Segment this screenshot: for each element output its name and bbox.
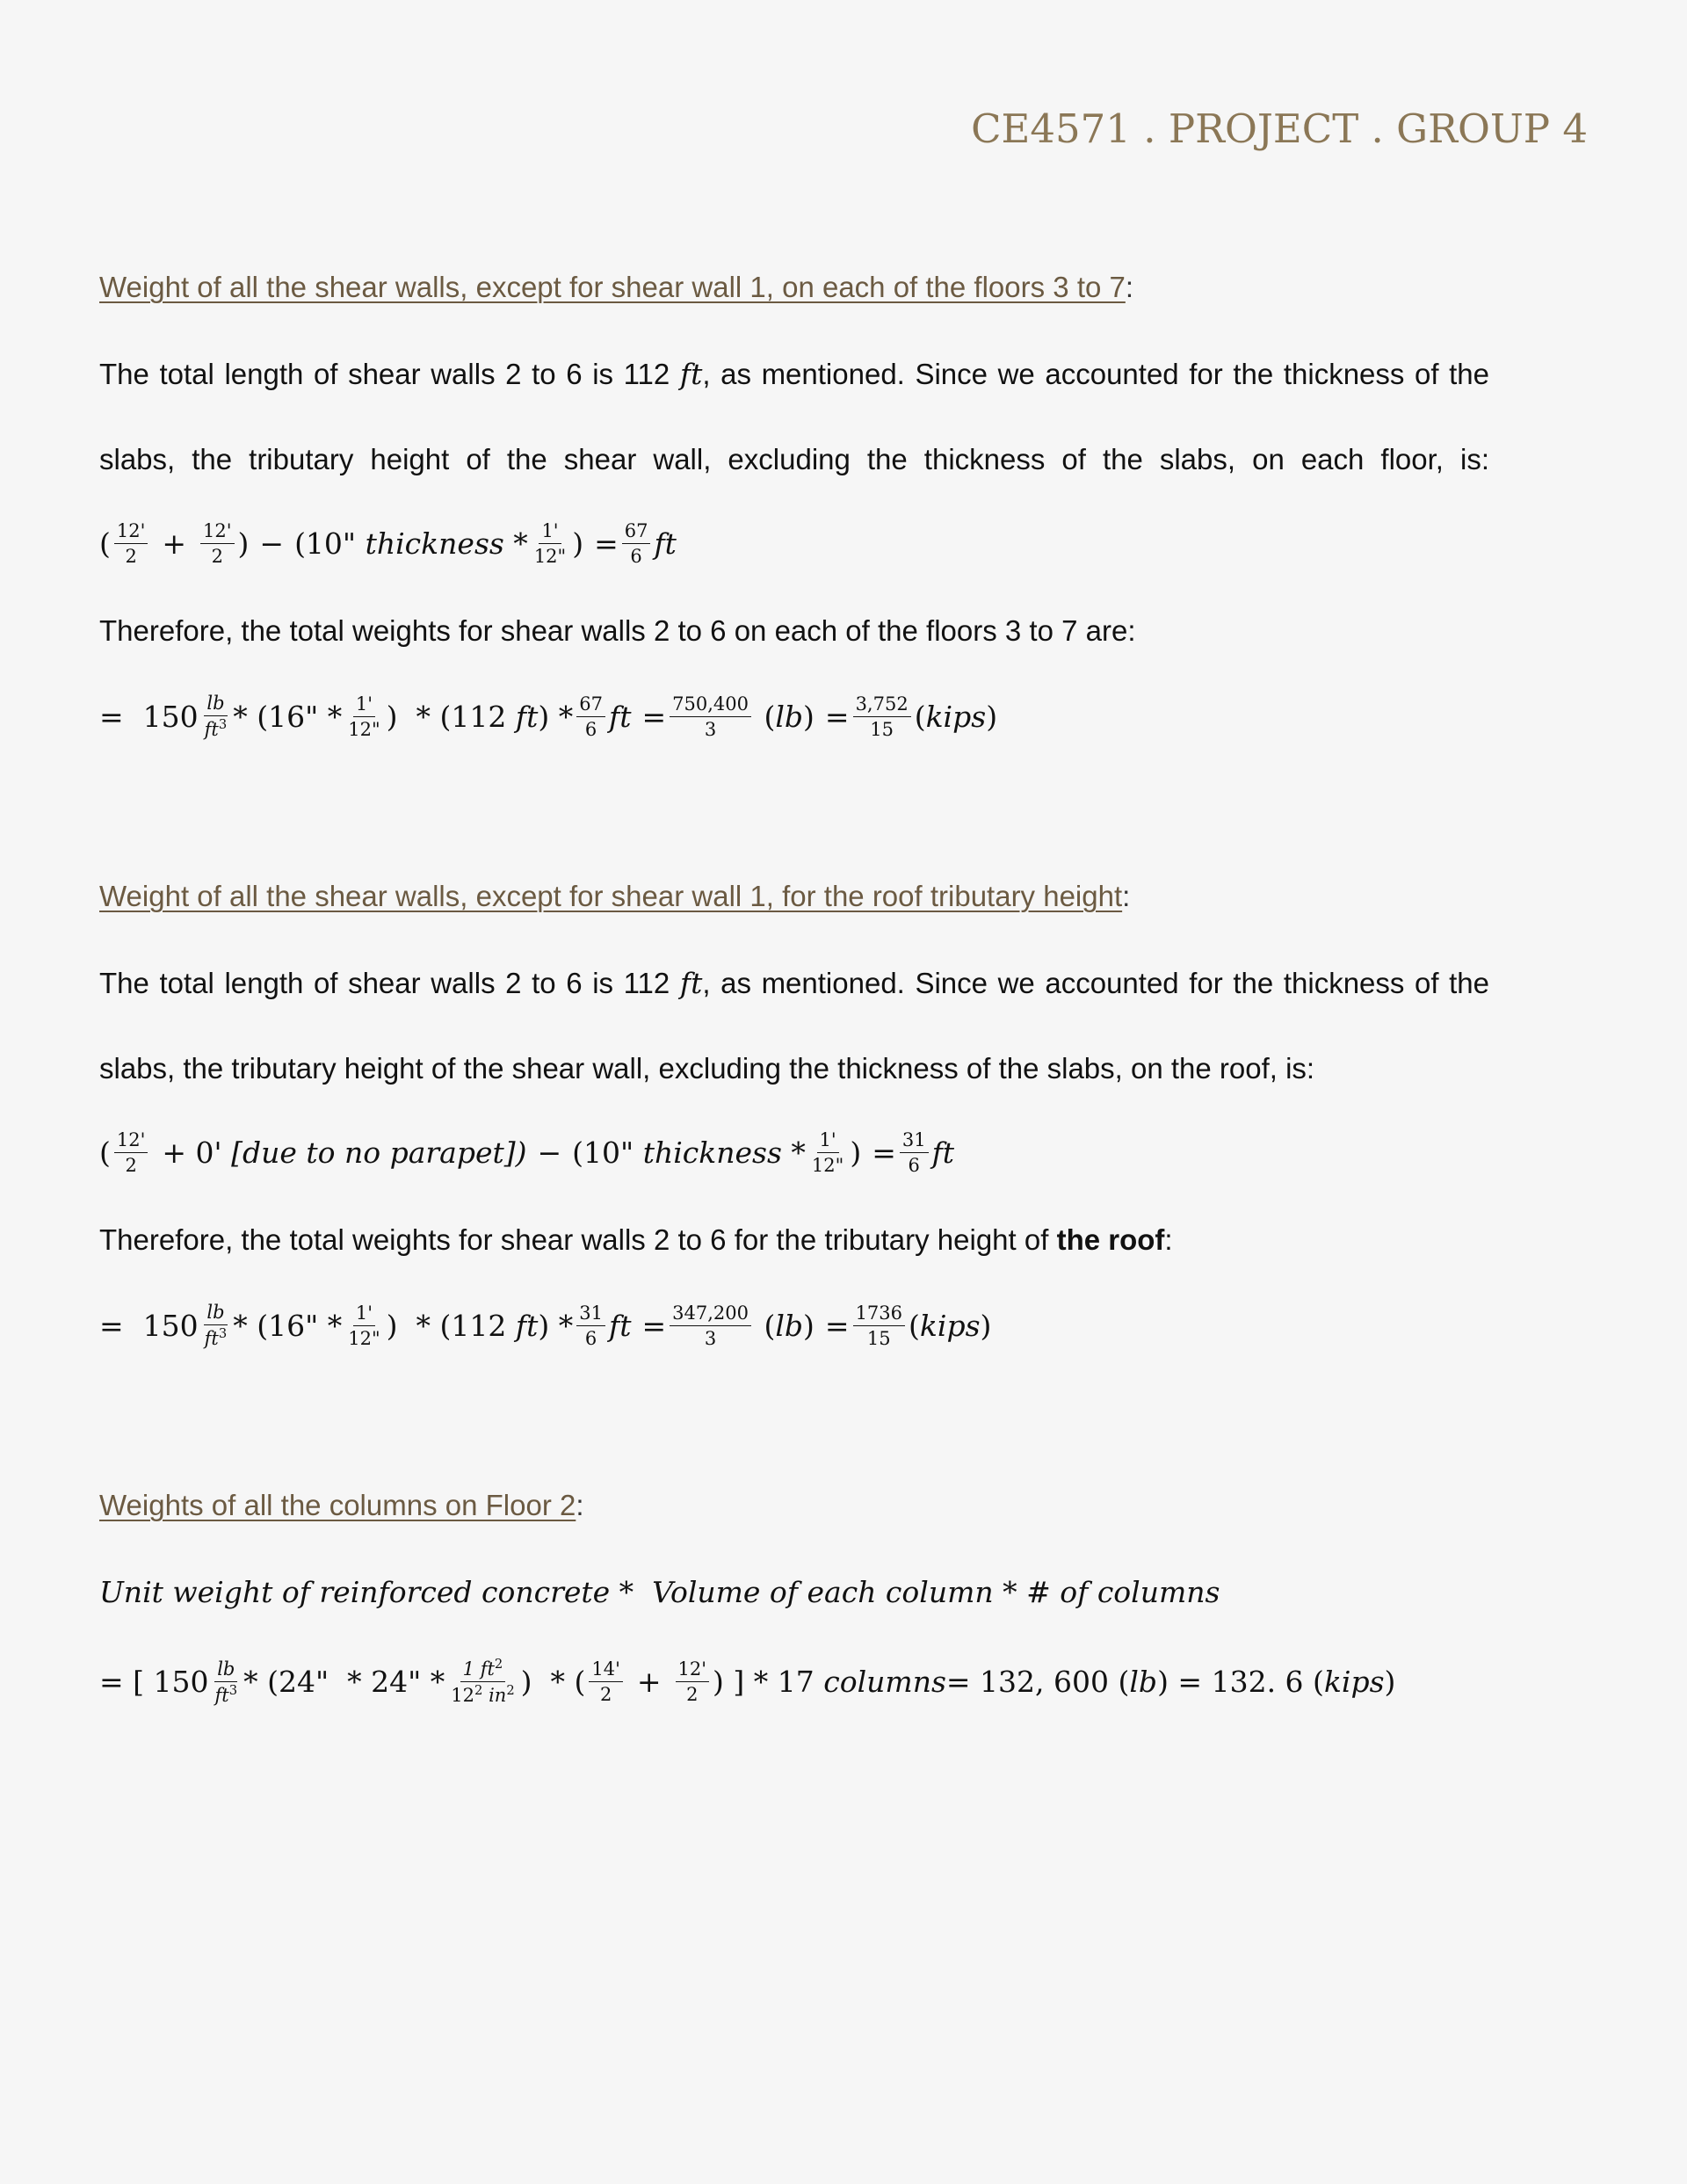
fraction: $\frac{31}{6}$: [576, 1302, 605, 1349]
fraction: $\frac{12'}{2}$: [200, 520, 235, 567]
paragraph-line: Therefore, the total weights for shear walls 2 to 6 on each of the floors 3 to 7 are:: [99, 614, 1136, 647]
fraction: $\frac{1'}{12"}$: [348, 1302, 380, 1349]
section-heading-floors: Weight of all the shear walls, except for shear wall 1, on each of the floors 3 to 7:: [99, 271, 1134, 303]
fraction: $\frac{750,400}{3}$: [670, 693, 751, 740]
paragraph-line: slabs, the tributary height of the shear wall, excluding the thickness of the slabs, on each floor, is:: [99, 443, 1489, 475]
fraction: $\frac{lb}{ft^3}$: [204, 1302, 228, 1350]
text: (16": [257, 699, 319, 734]
unit: ft: [654, 526, 677, 562]
equation-weight-roof: = 150 $\frac{lb}{ft^3}$ * (16" * $\frac{1'}{12"}$ ) * (112 ft ) * $\frac{31}{6}$ ft = $\frac{347,200}{3}$ ( lb ) = $\frac{1736}{15}$ ( kips ): [99, 1302, 992, 1350]
unit-ft: ft: [679, 966, 703, 1000]
equation-weight-floors: = 150 $\frac{lb}{ft^3}$ * (16" * $\frac{1'}{12"}$ ) * (112 ft ) * $\frac{67}{6}$ ft = $\frac{750,400}{3}$ ( lb ) = $\frac{3,752}{15}$ ( kips ): [99, 693, 998, 741]
fraction: $\frac{lb}{ft^3}$: [204, 693, 228, 741]
text: (10": [294, 526, 357, 562]
fraction: $\frac{1'}{12"}$: [811, 1129, 844, 1177]
fraction: $\frac{31}{6}$: [900, 1129, 929, 1176]
text: 150: [142, 699, 199, 734]
document-header: CE4571 . PROJECT . GROUP 4: [971, 105, 1588, 152]
section-heading-roof: Weight of all the shear walls, except for shear wall 1, for the roof tributary height:: [99, 880, 1131, 912]
fraction: $\frac{1'}{12"}$: [348, 693, 380, 740]
fraction: $\frac{lb}{ft^3}$: [214, 1658, 238, 1706]
text: thickness: [365, 526, 504, 562]
fraction: $\frac{1'}{12"}$: [533, 520, 567, 568]
section-heading-columns: Weights of all the columns on Floor 2:: [99, 1489, 584, 1521]
fraction: $\frac{1 ft^2}{12^2 in^2}$: [451, 1657, 515, 1707]
formula-description: Unit weight of reinforced concrete * Volume of each column * # of columns: [99, 1575, 1220, 1609]
paragraph-line: slabs, the tributary height of the shear wall, excluding the thickness of the slabs, on the roof, is:: [99, 1052, 1315, 1085]
fraction: $\frac{12'}{2}$: [114, 1129, 148, 1176]
equation-tributary-height: ( $\frac{12'}{2}$ + $\frac{12'}{2}$ ) − (10" thickness * $\frac{1'}{12"}$ ) = $\frac{67}{6}$ ft: [99, 520, 677, 568]
equation-roof-height: ( $\frac{12'}{2}$ + 0' [due to no parapet]) − (10" thickness * $\frac{1'}{12"}$ ) = $\frac{31}{6}$ ft: [99, 1129, 955, 1177]
paragraph-line: [99, 357, 1489, 392]
paragraph-line: Therefore, the total weights for shear walls 2 to 6 for the tributary height of the roof:: [99, 1223, 1173, 1256]
section-heading-text: Weight of all the shear walls, except for shear wall 1, on each of the floors 3 to 7: [99, 271, 1126, 303]
text: The total length of shear walls 2 to 6 is 112: [99, 967, 680, 999]
fraction: $\frac{1736}{15}$: [853, 1302, 905, 1349]
fraction: $\frac{14'}{2}$: [589, 1658, 623, 1705]
text: , as mentioned. Since we accounted for the thickness of the: [702, 967, 1490, 999]
section-heading-text: Weight of all the shear walls, except for shear wall 1, for the roof tributary height: [99, 880, 1123, 912]
fraction: $\frac{12'}{2}$: [114, 520, 148, 567]
text: , as mentioned. Since we accounted for the thickness of the: [702, 358, 1490, 390]
section-heading-text: Weights of all the columns on Floor 2: [99, 1489, 576, 1521]
paragraph-line: [99, 966, 1489, 1001]
text: The total length of shear walls 2 to 6 is 112: [99, 358, 680, 390]
fraction: $\frac{67}{6}$: [622, 520, 651, 567]
unit-ft: ft: [679, 357, 703, 391]
fraction: $\frac{347,200}{3}$: [670, 1302, 751, 1349]
fraction: $\frac{67}{6}$: [576, 693, 605, 740]
text: (112: [439, 699, 507, 734]
fraction: $\frac{3,752}{15}$: [853, 693, 911, 740]
fraction: $\frac{12'}{2}$: [676, 1658, 710, 1705]
equation-columns: = [ 150 $\frac{lb}{ft^3}$ * (24" * 24" * $\frac{1 ft^2}{12^2 in^2}$ ) * ( $\frac{14'}{2}$ + $\frac{12'}{2}$ ) ] * 17 columns = 132, 600 ( lb ) = 132. 6 ( kips ): [99, 1657, 1396, 1707]
